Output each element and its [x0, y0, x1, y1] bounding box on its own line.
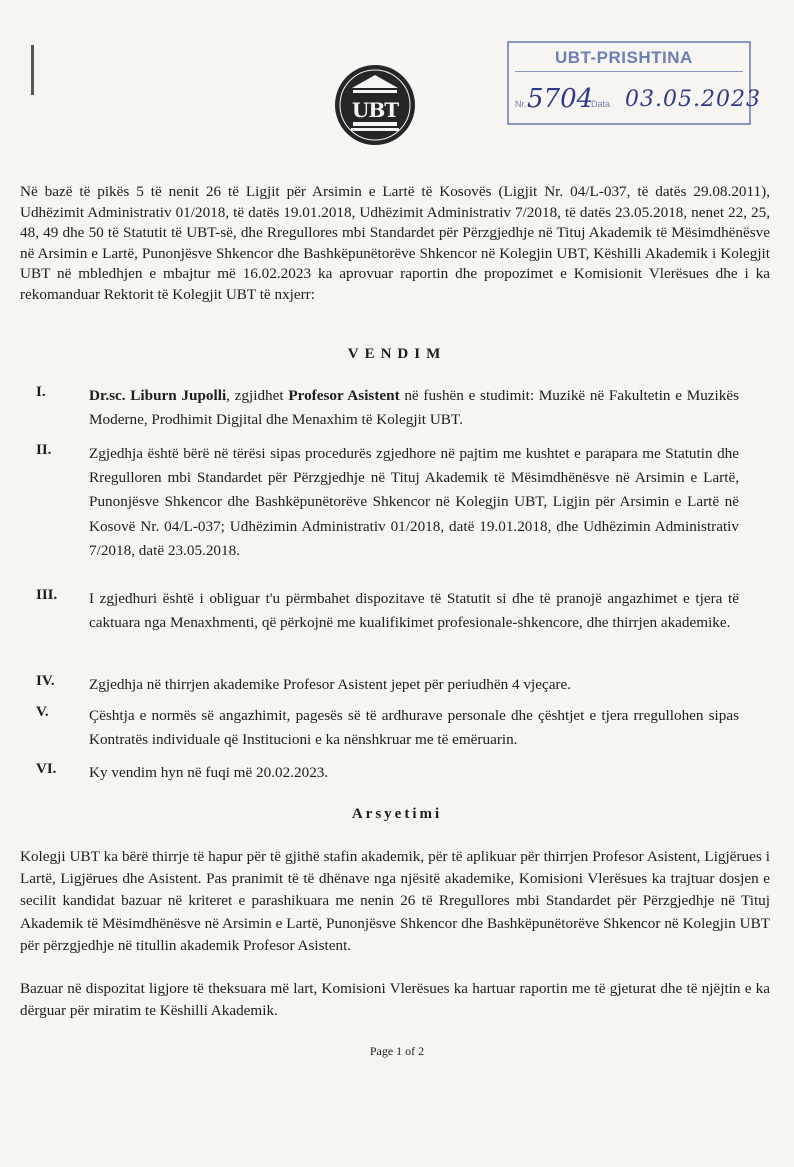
item-text-part: , zgjidhet [226, 387, 289, 404]
preamble-paragraph: Në bazë të pikës 5 të nenit 26 të Ligjit për Arsimin e Lartë të Kosovës (Ligjit Nr. 04/L-037, të datës 29.08.2011), Udhëzimit Administrativ 01/2018, të datës 19.01.2018, Udhëzimit Administrativ 7/2018, të datës 23.05.2018, nenet 22, 25, 48, 49 dhe 50 të Statutit të UBT-së, dhe Rregullores mbi Standardet për Përzgjedhje në Tituj Akademik të Mësimdhënësve në Arsimin e Lartë, Punonjësve Shkencor dhe Bashkëpunëtorëve Shkencor në Kolegjin UBT, Këshilli Akademik i Kolegjit UBT në mbledhjen e mbajtur më 16.02.2023 ka aprovuar raportin dhe propozimet e Komisionit Vlerësues dhe i ka rekomanduar Rektorit të Kolegjit UBT të nxjerr: [20, 183, 770, 303]
page-number: Page 1 of 2 [369, 1044, 425, 1058]
item-number: II. [36, 442, 52, 458]
stamp-title: UBT-PRISHTINA [555, 48, 693, 67]
item-text: Zgjedhja është bërë në tërësi sipas procedurës zgjedhore në pajtim me kushtet e parapara me Statutin dhe Rregulloren mbi Standardet për Përzgjedhje në Tituj Akademik të Mësimdhënësve në Arsimin e Lartë, Punonjësve Shkencor dhe Bashkëpunëtorëve Shkencor në Kolegjin UBT, Ligjin për Arsimin e Lartë në Kosovë Nr. 04/L-037; Udhëzimin Administrativ 01/2018, datë 19.01.2018, dhe Udhëzimin Administrativ 7/2018, datë 23.05.2018. [89, 445, 739, 559]
item-text: Ky vendim hyn në fuqi më 20.02.2023. [89, 764, 329, 781]
item-number: I. [36, 384, 46, 400]
item-number: IV. [36, 673, 55, 689]
stamp-date-label: Data [591, 99, 611, 109]
item-text-part: në fushën e studimit: Muzikë në Fakultetin e Muzikës Moderne, Prodhimit Digjital dhe Menaxhim të Kolegjit UBT. [89, 387, 739, 429]
item-text: Zgjedhja në thirrjen akademike Profesor Asistent jepet për periudhën 4 vjeçare. [89, 676, 572, 693]
item-number: III. [36, 587, 58, 603]
academic-title: Profesor Asistent [288, 387, 400, 404]
margin-mark [31, 45, 34, 95]
item-number: V. [36, 704, 49, 720]
stamp-date-value: 03.05.2023 [625, 87, 761, 112]
stamp-nr-value: 5704 [527, 84, 594, 114]
stamp-nr-label: Nr. [515, 99, 527, 109]
decision-heading: VENDIM [347, 346, 447, 362]
reasoning-heading: Arsyetimi [351, 806, 443, 822]
item-text [89, 384, 739, 432]
reasoning-paragraph: Kolegji UBT ka bërë thirrje të hapur për të gjithë stafin akademik, për të aplikuar për thirrjen Profesor Asistent, Ligjërues i Lartë, Ligjërues dhe Asistent. Pas pranimit të të dhënave nga njësitë akademike, Komisioni Vlerësues ka trajtuar dosjen e secilit kandidat bazuar në kriteret e parashikuara me nenin 26 të Rregullores mbi Standardet për Përzgjedhje në Tituj Akademik të Mësimdhënësve në Arsimin e Lartë, Punonjësve Shkencor dhe Bashkëpunëtorëve Shkencor në Kolegjin UBT për përzgjedhje në titullin akademik Profesor Asistent. [20, 848, 770, 954]
item-text: I zgjedhuri është i obliguar t'u përmbahet dispozitave të Statutit si dhe të pranojë angazhimet e tjera të caktuara nga Menaxhmenti, që përkojnë me kualifikimet profesionale-shkencore, dhe thirrjen akademike. [89, 590, 739, 632]
candidate-name: Dr.sc. Liburn Jupolli [89, 387, 227, 404]
item-text: Çështja e normës së angazhimit, pagesës së të ardhurave personale dhe çështjet e tjera rregullohen sipas Kontratës individuale që Institucioni e ka nënshkruar me të emëruarin. [89, 707, 739, 749]
registry-stamp [507, 41, 761, 125]
item-number: VI. [36, 761, 57, 777]
logo-text: UBT [351, 98, 399, 122]
stamp-divider [515, 71, 743, 72]
reasoning-paragraph: Bazuar në dispozitat ligjore të theksuara më lart, Komisioni Vlerësues ka hartuar raportin me të gjeturat dhe të njëjtin e ka dërguar për miratim te Këshilli Akademik. [20, 980, 770, 1020]
